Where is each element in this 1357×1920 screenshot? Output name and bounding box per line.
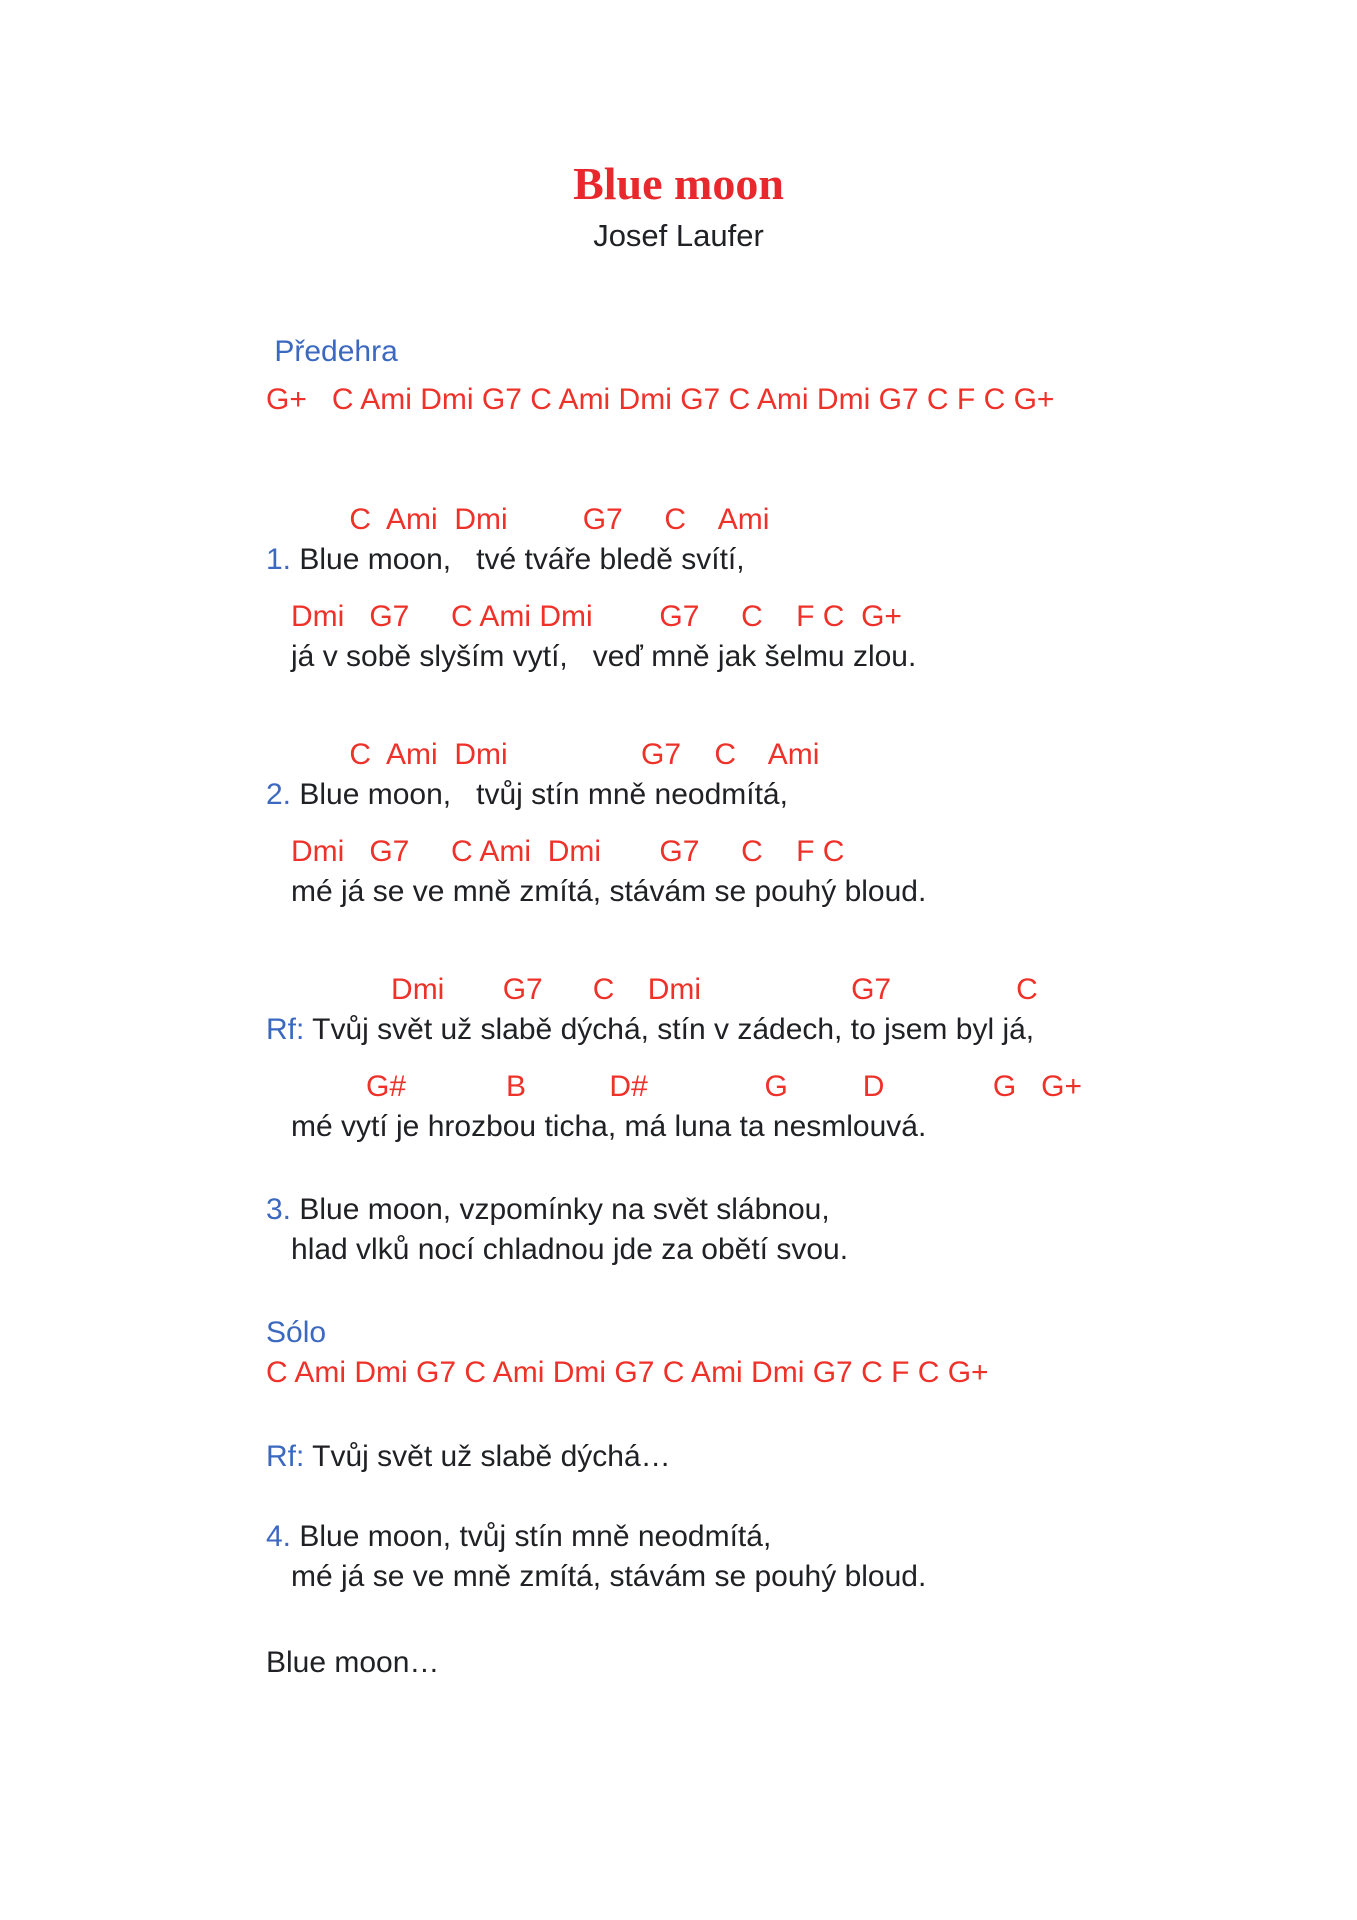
lyric-line-verse-3-1-prefix: 3. — [266, 1193, 292, 1226]
chord-line-refrain-1: Dmi G7 C Dmi G7 C — [266, 973, 1038, 1006]
couplet-verse-2-2 — [266, 832, 1357, 912]
block-refrain-reprise — [266, 1437, 1357, 1477]
lyric-line-refrain-1-text: Tvůj svět už slabě dýchá, stín v zádech, to jsem byl já, — [304, 1013, 1035, 1046]
couplet-verse-1-2 — [266, 597, 1357, 677]
lyric-line-verse-1-2-text: já v sobě slyším vytí, veď mně jak šelmu zlou. — [266, 640, 917, 673]
lyric-line-verse-2-1-prefix: 2. — [266, 778, 292, 811]
section-label-predehra: Předehra — [266, 335, 398, 368]
lyric-line-refrain-reprise-1 — [266, 1437, 1357, 1477]
block-verse-3 — [266, 1190, 1357, 1270]
chord-line-verse-1-2: Dmi G7 C Ami Dmi G7 C F C G+ — [266, 600, 902, 633]
block-verse-4 — [266, 1517, 1357, 1597]
lyric-line-verse-1-2 — [266, 637, 1357, 677]
chord-line-refrain-2: G# B D# G D G G+ — [266, 1070, 1083, 1103]
lyric-line-verse-1-1 — [266, 540, 1357, 580]
lyric-line-verse-4-1-text: Blue moon, tvůj stín mně neodmítá, — [291, 1520, 772, 1553]
chord-line-predehra: G+ C Ami Dmi G7 C Ami Dmi G7 C Ami Dmi G7 C F C G+ — [266, 383, 1055, 416]
lyric-line-verse-1-1-text: Blue moon, tvé tváře bledě svítí, — [291, 543, 745, 576]
lyric-line-verse-1-1-prefix: 1. — [266, 543, 292, 576]
song-title: Blue moon — [573, 158, 784, 209]
couplet-refrain-1 — [266, 970, 1357, 1050]
chord-line-verse-2-2: Dmi G7 C Ami Dmi G7 C F C — [266, 835, 845, 868]
lyric-line-verse-4-2 — [266, 1557, 1357, 1597]
lyric-line-verse-2-1-text: Blue moon, tvůj stín mně neodmítá, — [291, 778, 788, 811]
section-label-solo: Sólo — [266, 1316, 327, 1349]
lyric-line-verse-4-2-text: mé já se ve mně zmítá, stávám se pouhý bloud. — [266, 1560, 927, 1593]
chord-line-verse-1-1: C Ami Dmi G7 C Ami — [266, 503, 770, 536]
couplet-refrain-2 — [266, 1067, 1357, 1147]
lyric-line-outro-1-text: Blue moon… — [266, 1646, 440, 1679]
lyric-line-verse-3-2 — [266, 1230, 1357, 1270]
couplet-verse-1-1 — [266, 500, 1357, 580]
lyric-line-verse-4-1-prefix: 4. — [266, 1520, 292, 1553]
lyric-line-refrain-1-prefix: Rf: — [266, 1013, 305, 1046]
lyric-line-verse-3-1 — [266, 1190, 1357, 1230]
lyric-line-refrain-reprise-1-prefix: Rf: — [266, 1440, 305, 1473]
lyric-line-verse-2-2-text: mé já se ve mně zmítá, stávám se pouhý bloud. — [266, 875, 927, 908]
lyric-line-outro-1 — [266, 1643, 1357, 1683]
song-author: Josef Laufer — [593, 218, 764, 253]
lyric-line-verse-3-1-text: Blue moon, vzpomínky na svět slábnou, — [291, 1193, 830, 1226]
lyric-line-refrain-2-text: mé vytí je hrozbou ticha, má luna ta nesmlouvá. — [266, 1110, 927, 1143]
lyric-line-refrain-2 — [266, 1107, 1357, 1147]
couplet-verse-2-1 — [266, 735, 1357, 815]
lyric-line-refrain-reprise-1-text: Tvůj svět už slabě dýchá… — [304, 1440, 671, 1473]
lyric-line-refrain-1 — [266, 1010, 1357, 1050]
song-body — [0, 332, 1357, 1683]
lyric-line-verse-4-1 — [266, 1517, 1357, 1557]
lyric-line-verse-3-2-text: hlad vlků nocí chladnou jde za obětí svou. — [266, 1233, 849, 1266]
block-verse-1 — [266, 500, 1357, 677]
chord-line-verse-2-1: C Ami Dmi G7 C Ami — [266, 738, 820, 771]
block-refrain — [266, 970, 1357, 1147]
block-predehra — [266, 332, 1357, 420]
lyric-line-verse-2-2 — [266, 872, 1357, 912]
block-solo — [266, 1313, 1357, 1393]
block-outro — [266, 1643, 1357, 1683]
chord-line-solo: C Ami Dmi G7 C Ami Dmi G7 C Ami Dmi G7 C F C G+ — [266, 1356, 989, 1389]
block-verse-2 — [266, 735, 1357, 912]
song-header — [0, 0, 1357, 260]
lyric-line-verse-2-1 — [266, 775, 1357, 815]
